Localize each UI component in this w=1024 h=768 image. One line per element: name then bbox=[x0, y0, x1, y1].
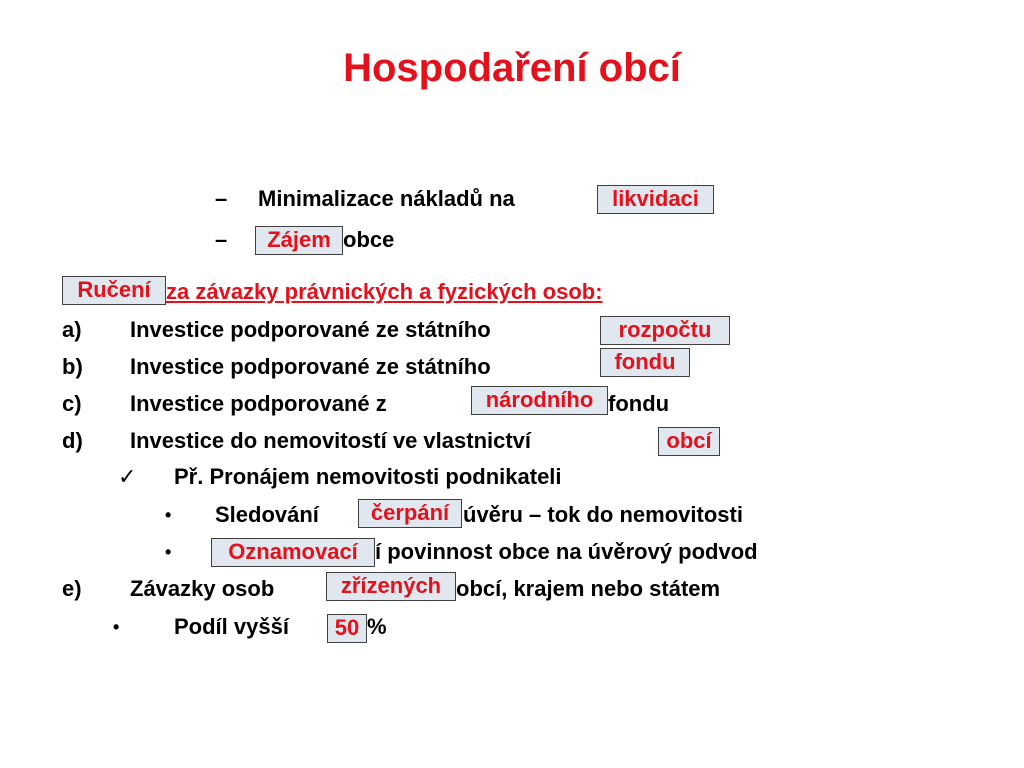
sub-item-text: úvěru – tok do nemovitosti bbox=[463, 502, 743, 527]
answer-box-zajem: Zájem bbox=[255, 226, 343, 255]
dash-item-text: Minimalizace nákladů na bbox=[258, 186, 515, 211]
bullet-icon: • bbox=[165, 542, 172, 562]
section-heading: za závazky právnických a fyzických osob: bbox=[166, 279, 603, 304]
item-marker: a) bbox=[62, 317, 82, 342]
item-text: obcí, krajem nebo státem bbox=[456, 576, 721, 601]
item-marker: c) bbox=[62, 391, 82, 416]
answer-box-obci: obcí bbox=[658, 427, 720, 456]
item-text: Závazky osob bbox=[130, 576, 275, 601]
answer-box-zrizenych: zřízených bbox=[326, 572, 456, 601]
sub-item-text: í povinnost obce na úvěrový podvod bbox=[375, 539, 758, 564]
answer-box-fondu: fondu bbox=[600, 348, 690, 377]
item-marker: d) bbox=[62, 428, 83, 453]
item-text: Investice podporované ze státního bbox=[130, 354, 491, 379]
answer-box-likvidaci: likvidaci bbox=[597, 185, 714, 214]
item-marker: b) bbox=[62, 354, 83, 379]
check-item-text: Př. Pronájem nemovitosti podnikateli bbox=[174, 464, 562, 489]
sub-item-text: Sledování bbox=[215, 502, 319, 527]
item-text: Investice do nemovitostí ve vlastnictví bbox=[130, 428, 532, 453]
dash-bullet: – bbox=[215, 227, 228, 252]
answer-box-rozpoctu: rozpočtu bbox=[600, 316, 730, 345]
dash-bullet: – bbox=[215, 186, 228, 211]
item-marker: e) bbox=[62, 576, 82, 601]
bullet-icon: • bbox=[165, 505, 172, 525]
share-item-text: % bbox=[367, 614, 387, 639]
answer-box-narodniho: národního bbox=[471, 386, 608, 415]
item-text: Investice podporované z bbox=[130, 391, 387, 416]
answer-box-oznamovaci: Oznamovací bbox=[211, 538, 375, 567]
slide-title: Hospodaření obcí bbox=[343, 46, 681, 90]
check-icon: ✓ bbox=[118, 464, 137, 489]
item-text: fondu bbox=[608, 391, 670, 416]
answer-box-cerpani: čerpání bbox=[358, 499, 462, 528]
dash-item-text: obce bbox=[343, 227, 395, 252]
answer-box-ruceni: Ručení bbox=[62, 276, 166, 305]
item-text: Investice podporované ze státního bbox=[130, 317, 491, 342]
bullet-icon: • bbox=[113, 617, 120, 637]
answer-box-50: 50 bbox=[327, 614, 367, 643]
share-item-text: Podíl vyšší bbox=[174, 614, 289, 639]
